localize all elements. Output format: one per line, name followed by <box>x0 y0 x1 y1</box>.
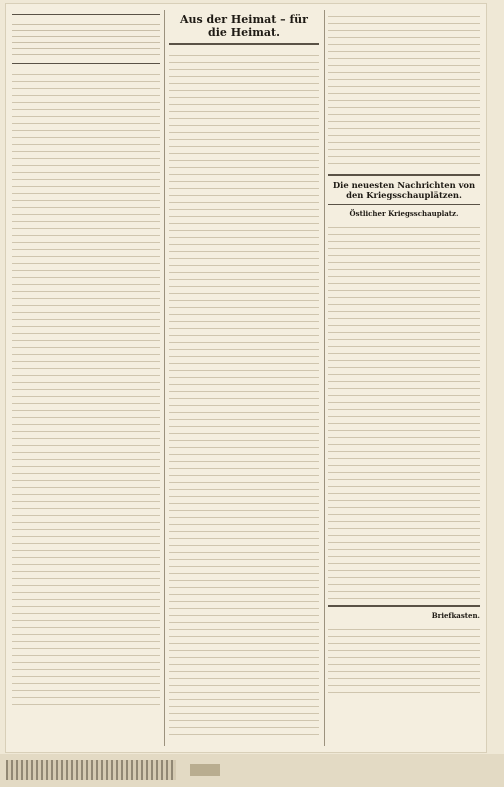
divider <box>328 605 480 607</box>
subheading: Östlicher Kriegsschauplatz. <box>349 209 459 218</box>
barcode-icon <box>6 760 176 780</box>
text-block <box>328 623 480 693</box>
newspaper-page <box>6 4 486 752</box>
scan-strip <box>0 754 504 787</box>
news-heading: Die neuesten Nachrichten von den Kriegsschauplätzen. <box>332 180 476 200</box>
divider <box>169 43 319 45</box>
divider <box>328 204 480 205</box>
stamp-icon <box>190 764 220 776</box>
column-2 <box>169 10 319 746</box>
column-3 <box>328 10 480 746</box>
divider <box>12 63 160 64</box>
text-block <box>328 10 480 170</box>
column-rule <box>164 10 165 746</box>
mailbox-heading: Briefkasten. <box>431 611 480 620</box>
text-block <box>12 19 160 59</box>
section-heading: Aus der Heimat – für die Heimat. <box>180 13 308 39</box>
column-1 <box>12 10 160 746</box>
column-rule <box>324 10 325 746</box>
text-block <box>169 49 319 739</box>
text-block <box>12 68 160 708</box>
text-block <box>328 221 480 601</box>
divider <box>12 14 160 15</box>
divider <box>328 174 480 176</box>
